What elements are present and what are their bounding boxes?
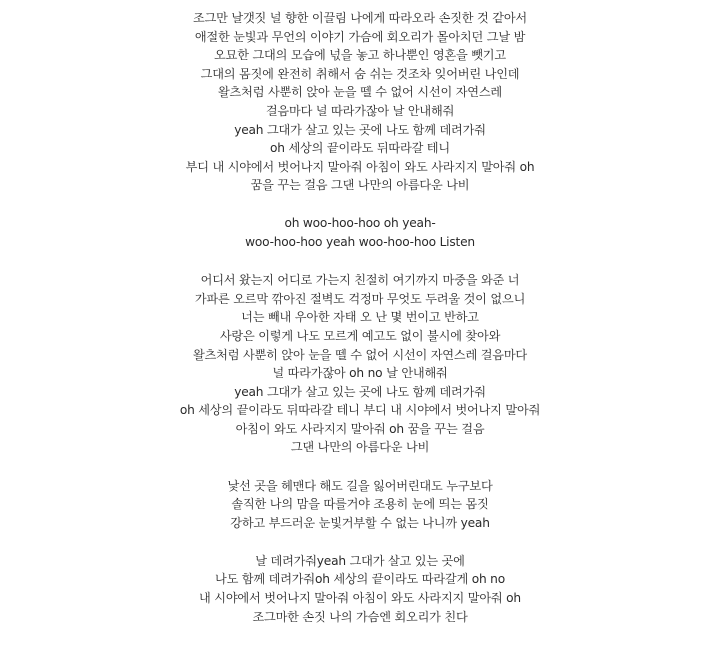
lyric-line: 솔직한 나의 맘을 따를거야 조용히 눈에 띄는 몸짓 (231, 497, 489, 512)
lyric-line: 왈츠처럼 사뿐히 앉아 눈을 뗄 수 없어 시선이 자연스레 (217, 85, 502, 100)
lyric-line: yeah 그대가 살고 있는 곳에 나도 함께 데려가줘 (234, 384, 486, 399)
lyric-line: 널 따라가잖아 oh no 날 안내해줘 (272, 366, 448, 381)
lyric-line: 꿈을 꾸는 걸음 그댄 나만의 아름다운 나비 (250, 178, 470, 193)
lyric-line: 너는 빼내 우아한 자태 오 난 몇 번이고 반하고 (241, 310, 479, 325)
stanza-3 (0, 271, 720, 457)
lyric-line: 날 데려가줘yeah 그대가 살고 있는 곳에 (255, 553, 465, 568)
lyrics-text (0, 9, 720, 646)
lyric-line: 아침이 와도 사라지지 말아줘 oh 꿈을 꾸는 걸음 (235, 421, 485, 436)
lyric-line: oh woo-hoo-hoo oh yeah- (284, 216, 436, 231)
stanza-5 (0, 552, 720, 626)
lyric-line: 걸음마다 널 따라가잖아 날 안내해줘 (265, 103, 455, 118)
lyric-line: 조그만 날갯짓 널 향한 이끌림 나에게 따라오라 손짓한 것 같아서 (193, 11, 527, 25)
lyric-line: 오묘한 그대의 모습에 넋을 놓고 하나뿐인 영혼을 뺏기고 (214, 48, 506, 63)
lyric-line: 조그마한 손짓 나의 가슴엔 회오리가 친다 (252, 609, 468, 624)
lyric-line: 낯선 곳을 헤맨다 해도 길을 잃어버린대도 누구보다 (227, 478, 493, 493)
lyric-line: woo-hoo-hoo yeah woo-hoo-hoo Listen (245, 235, 475, 250)
lyric-line: oh 세상의 끝이라도 뒤따라갈 테니 (270, 141, 450, 156)
lyric-line: 가파른 오르막 깎아진 절벽도 걱정마 무엇도 두려울 것이 없으니 (194, 291, 526, 306)
lyric-line: yeah 그대가 살고 있는 곳에 나도 함께 데려가줘 (234, 122, 486, 137)
lyric-line: 부디 내 시야에서 벗어나지 말아줘 아침이 와도 사라지지 말아줘 oh (185, 159, 535, 174)
lyric-line: 그댄 나만의 아름다운 나비 (290, 440, 430, 455)
lyric-line: 강하고 부드러운 눈빛거부할 수 없는 나니까 yeah (230, 515, 490, 530)
stanza-2 (0, 214, 720, 251)
lyric-line: 그대의 몸짓에 완전히 취해서 숨 쉬는 것조차 잊어버린 나인데 (200, 66, 520, 81)
lyric-line: 사랑은 이렇게 나도 모르게 예고도 없이 불시에 찾아와 (219, 328, 501, 343)
lyric-line: 내 시야에서 벗어나지 말아줘 아침이 와도 사라지지 말아줘 oh (199, 591, 521, 606)
lyric-line: 나도 함께 데려가줘oh 세상의 끝이라도 따라갈게 oh no (215, 572, 505, 587)
stanza-4 (0, 477, 720, 533)
lyric-line: 애절한 눈빛과 무언의 이야기 가슴에 회오리가 몰아치던 그날 밤 (194, 29, 526, 44)
lyric-line: 왈츠처럼 사뿐히 앉아 눈을 뗄 수 없어 시선이 자연스레 걸음마다 (193, 347, 527, 362)
lyric-line: oh 세상의 끝이라도 뒤따라갈 테니 부디 내 시야에서 벗어나지 말아줘 (179, 403, 541, 418)
stanza-1 (0, 9, 720, 195)
lyric-line: 어디서 왔는지 어디로 가는지 친절히 여기까지 마중을 와준 너 (200, 273, 520, 288)
